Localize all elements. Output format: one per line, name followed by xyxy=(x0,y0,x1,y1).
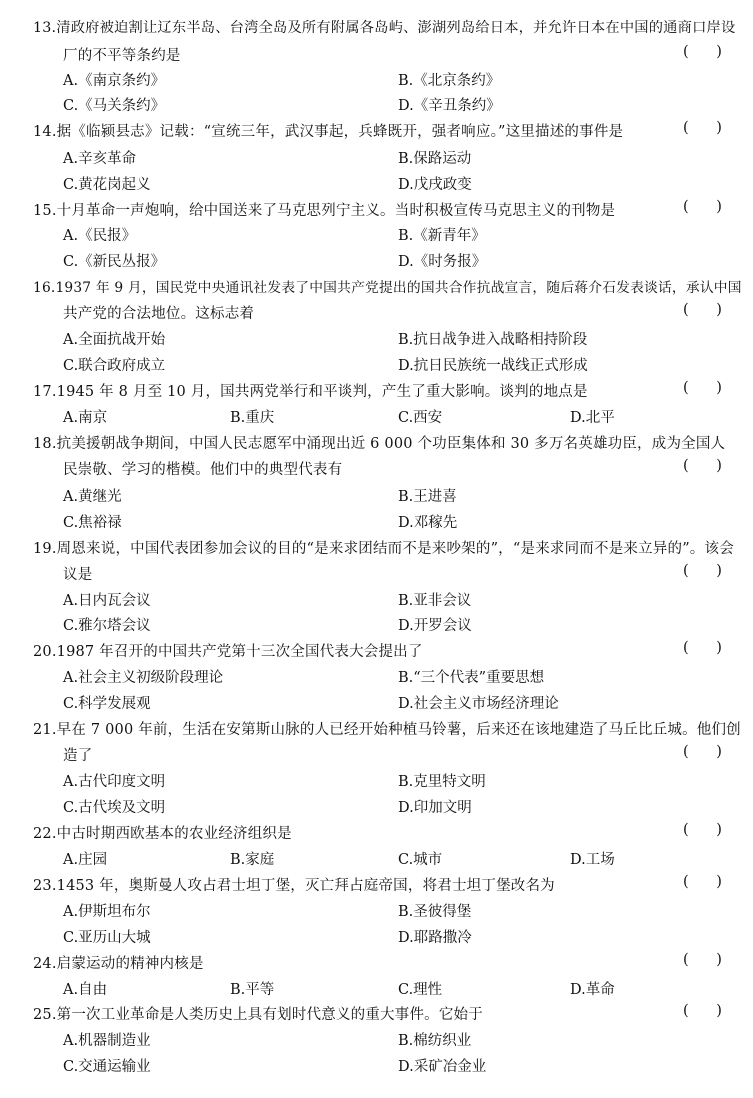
option-a: A.古代印度文明 xyxy=(63,774,166,790)
answer-paren: ( ) xyxy=(683,640,722,656)
answer-paren: ( ) xyxy=(683,44,722,60)
option-c: C.科学发展观 xyxy=(63,696,151,712)
option-b: B.棉纺织业 xyxy=(398,1033,472,1049)
option-b: B.《北京条约》 xyxy=(398,73,501,89)
option-d: D.印加文明 xyxy=(398,800,472,816)
answer-paren: ( ) xyxy=(683,302,722,318)
option-d: D.社会主义市场经济理论 xyxy=(398,696,559,712)
option-d: D.耶路撒冷 xyxy=(398,930,472,946)
question-stem: 22.中古时期西欧基本的农业经济组织是 xyxy=(33,826,292,842)
answer-paren: ( ) xyxy=(683,563,722,579)
answer-paren: ( ) xyxy=(683,380,722,396)
option-c: C.交通运输业 xyxy=(63,1059,151,1075)
option-c: C.《新民丛报》 xyxy=(63,254,166,270)
option-c: C.城市 xyxy=(398,852,443,868)
option-d: D.戊戌政变 xyxy=(398,177,472,193)
option-c: C.黄花岗起义 xyxy=(63,177,151,193)
question-stem-continued: 造了 xyxy=(63,748,93,764)
answer-paren: ( ) xyxy=(683,822,722,838)
option-c: C.亚历山大城 xyxy=(63,930,151,946)
option-a: A.辛亥革命 xyxy=(63,151,137,167)
option-c: C.《马关条约》 xyxy=(63,98,166,114)
option-c: C.古代埃及文明 xyxy=(63,800,166,816)
answer-paren: ( ) xyxy=(683,120,722,136)
answer-paren: ( ) xyxy=(683,744,722,760)
answer-paren: ( ) xyxy=(683,874,722,890)
option-a: A.黄继光 xyxy=(63,489,122,505)
question-stem: 13.清政府被迫割让辽东半岛、台湾全岛及所有附属各岛屿、澎湖列岛给日本，并允许日本在中国的通商口岸设 xyxy=(33,20,736,36)
option-d: D.《时务报》 xyxy=(398,254,487,270)
question-stem: 21.早在 7 000 年前，生活在安第斯山脉的人已经开始种植马铃薯，后来还在该地建造了马丘比丘城。他们创 xyxy=(33,722,741,738)
option-d: D.开罗会议 xyxy=(398,618,472,634)
question-stem: 14.据《临颍县志》记载：“宣统三年，武汉事起，兵蜂既开，强者响应。”这里描述的事件是 xyxy=(33,124,624,140)
option-c: C.理性 xyxy=(398,982,443,998)
question-stem-continued: 议是 xyxy=(63,567,93,583)
option-a: A.日内瓦会议 xyxy=(63,593,151,609)
question-stem-continued: 民崇敬、学习的楷模。他们中的典型代表有 xyxy=(63,462,343,478)
question-stem: 20.1987 年召开的中国共产党第十三次全国代表大会提出了 xyxy=(33,644,423,660)
option-a: A.庄园 xyxy=(63,852,108,868)
question-stem: 15.十月革命一声炮响，给中国送来了马克思列宁主义。当时积极宣传马克思主义的刊物是 xyxy=(33,203,616,219)
option-d: D.采矿冶金业 xyxy=(398,1059,487,1075)
option-a: A.伊斯坦布尔 xyxy=(63,904,151,920)
question-stem-continued: 厂的不平等条约是 xyxy=(63,48,181,64)
option-b: B.亚非会议 xyxy=(398,593,472,609)
option-a: A.社会主义初级阶段理论 xyxy=(63,670,224,686)
option-b: B.抗日战争进入战略相持阶段 xyxy=(398,332,588,348)
option-b: B.圣彼得堡 xyxy=(398,904,472,920)
answer-paren: ( ) xyxy=(683,199,722,215)
option-a: A.机器制造业 xyxy=(63,1033,151,1049)
question-stem: 19.周恩来说，中国代表团参加会议的目的“是来求团结而不是来吵架的”，“是来求同而不是来立异的”。该会 xyxy=(33,541,734,557)
option-a: A.全面抗战开始 xyxy=(63,332,166,348)
option-c: C.焦裕禄 xyxy=(63,515,122,531)
question-stem: 24.启蒙运动的精神内核是 xyxy=(33,956,204,972)
question-stem: 16.1937 年 9 月，国民党中央通讯社发表了中国共产党提出的国共合作抗战宣言，随后蒋介石发表谈话，承认中国 xyxy=(33,280,742,296)
option-d: D.邓稼先 xyxy=(398,515,458,531)
option-b: B.克里特文明 xyxy=(398,774,486,790)
option-c: C.联合政府成立 xyxy=(63,358,166,374)
option-a: A.自由 xyxy=(63,982,108,998)
option-b: B.家庭 xyxy=(230,852,275,868)
option-b: B.“三个代表”重要思想 xyxy=(398,670,545,686)
option-b: B.《新青年》 xyxy=(398,228,486,244)
option-a: A.《南京条约》 xyxy=(63,73,166,89)
question-stem-continued: 共产党的合法地位。这标志着 xyxy=(63,306,255,322)
question-stem: 25.第一次工业革命是人类历史上具有划时代意义的重大事件。它始于 xyxy=(33,1007,483,1023)
option-b: B.保路运动 xyxy=(398,151,472,167)
option-d: D.北平 xyxy=(570,410,615,426)
option-b: B.平等 xyxy=(230,982,275,998)
question-stem: 17.1945 年 8 月至 10 月，国共两党举行和平谈判，产生了重大影响。谈判的地点是 xyxy=(33,384,588,400)
option-a: A.南京 xyxy=(63,410,108,426)
question-stem: 23.1453 年，奥斯曼人攻占君士坦丁堡，灭亡拜占庭帝国，将君士坦丁堡改名为 xyxy=(33,878,555,894)
option-d: D.抗日民族统一战线正式形成 xyxy=(398,358,588,374)
option-d: D.革命 xyxy=(570,982,615,998)
option-d: D.《辛丑条约》 xyxy=(398,98,501,114)
option-c: C.西安 xyxy=(398,410,443,426)
option-b: B.重庆 xyxy=(230,410,275,426)
answer-paren: ( ) xyxy=(683,1003,722,1019)
answer-paren: ( ) xyxy=(683,952,722,968)
question-stem: 18.抗美援朝战争期间，中国人民志愿军中涌现出近 6 000 个功臣集体和 30 多万名英雄功臣，成为全国人 xyxy=(33,436,726,452)
answer-paren: ( ) xyxy=(683,458,722,474)
option-d: D.工场 xyxy=(570,852,615,868)
option-a: A.《民报》 xyxy=(63,228,137,244)
option-b: B.王进喜 xyxy=(398,489,457,505)
option-c: C.雅尔塔会议 xyxy=(63,618,151,634)
